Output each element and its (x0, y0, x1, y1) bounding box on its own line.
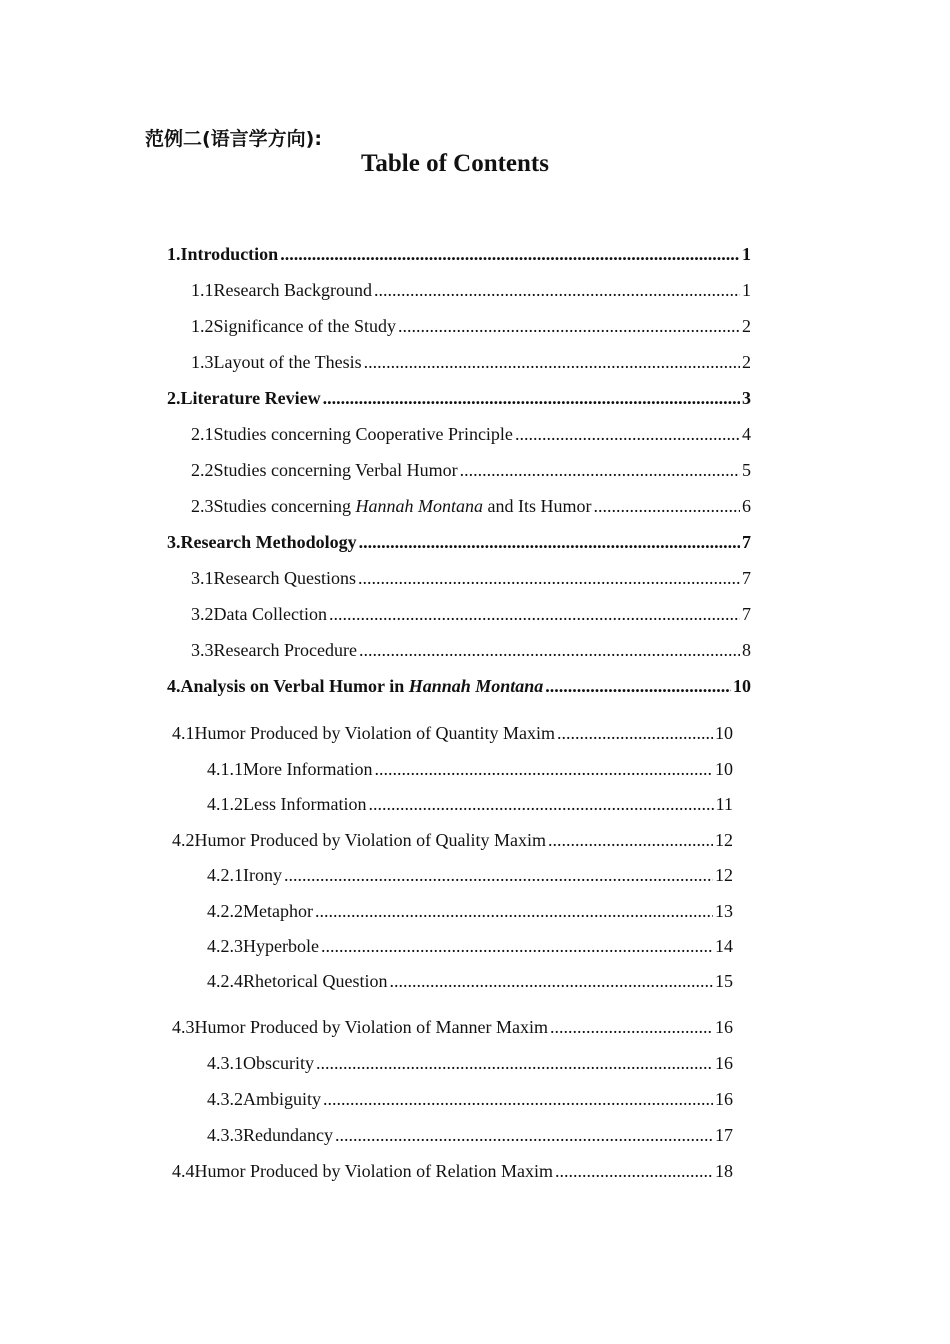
toc-entry[interactable] (172, 1013, 733, 1041)
toc-title: Layout of the Thesis (213, 352, 362, 372)
toc-page: 14 (715, 936, 733, 956)
toc-title: Metaphor (243, 901, 313, 921)
toc-title: Studies concerning Verbal Humor (213, 460, 458, 480)
toc-page: 2 (742, 316, 751, 336)
toc-entry[interactable] (191, 276, 751, 304)
toc-page: 4 (742, 424, 751, 444)
toc-entry[interactable] (172, 719, 733, 747)
toc-entry[interactable] (191, 600, 751, 628)
toc-page: 7 (742, 532, 751, 552)
toc-number: 3.1 (191, 568, 214, 588)
toc-page: 16 (715, 1053, 733, 1073)
toc-title: More Information (243, 759, 373, 779)
toc-number: 4.3.1 (207, 1053, 243, 1073)
toc-entry[interactable] (167, 672, 751, 700)
toc-title: Studies concerning Cooperative Principle (213, 424, 513, 444)
toc-leader (460, 456, 740, 484)
toc-number: 4.4 (172, 1161, 195, 1181)
toc-number: 4.3.2 (207, 1089, 243, 1109)
toc-number: 4.2.2 (207, 901, 243, 921)
toc-title: Less Information (243, 794, 367, 814)
toc-leader (335, 1121, 713, 1149)
toc-number: 1.1 (191, 280, 214, 300)
toc-entry[interactable] (207, 897, 733, 925)
toc-number: 4.1.1 (207, 759, 243, 779)
toc-entry[interactable] (207, 755, 733, 783)
toc-leader (368, 790, 713, 818)
toc-number: 3. (167, 532, 181, 552)
toc-title: Humor Produced by Violation of Manner Maxim (194, 1017, 549, 1037)
toc-title: Research Background (213, 280, 372, 300)
toc-title: Introduction (180, 244, 279, 264)
toc-page: 3 (742, 388, 751, 408)
toc-entry[interactable] (207, 790, 733, 818)
toc-leader (359, 636, 740, 664)
toc-number: 4.3 (172, 1017, 195, 1037)
toc-entry[interactable] (207, 932, 733, 960)
toc-leader (315, 897, 713, 925)
toc-number: 3.2 (191, 604, 214, 624)
toc-number: 4.1 (172, 723, 195, 743)
toc-entry[interactable] (172, 826, 733, 854)
toc-title-part: Analysis on Verbal Humor in (180, 676, 409, 696)
toc-title: Humor Produced by Violation of Quantity Maxim (194, 723, 556, 743)
toc-number: 3.3 (191, 640, 214, 660)
toc-leader (284, 861, 713, 889)
toc-leader (323, 1085, 713, 1113)
toc-page: 1 (742, 244, 751, 264)
toc-leader (358, 564, 740, 592)
toc-entry[interactable] (191, 348, 751, 376)
toc-title: Research Questions (213, 568, 356, 588)
toc-page: 18 (715, 1161, 733, 1181)
toc-leader (359, 528, 740, 556)
toc-title: Obscurity (243, 1053, 314, 1073)
toc-leader (548, 826, 713, 854)
toc-leader (515, 420, 740, 448)
toc-title: Significance of the Study (213, 316, 396, 336)
toc-entry[interactable] (167, 528, 751, 556)
toc-title: Data Collection (213, 604, 327, 624)
toc-entry[interactable] (172, 1157, 733, 1185)
toc-number: 1. (167, 244, 181, 264)
toc-title: Redundancy (243, 1125, 333, 1145)
toc-page: 12 (715, 830, 733, 850)
toc-leader (398, 312, 740, 340)
toc-number: 2.2 (191, 460, 214, 480)
toc-entry[interactable] (191, 456, 751, 484)
toc-page: 7 (742, 604, 751, 624)
toc-number: 4. (167, 676, 181, 696)
toc-page: 1 (742, 280, 751, 300)
toc-title: Hyperbole (243, 936, 319, 956)
toc-title-italic: Hannah Montana (355, 496, 483, 516)
toc-entry[interactable] (191, 312, 751, 340)
toc-title-part: Studies concerning (213, 496, 356, 516)
toc-number: 2.3 (191, 496, 214, 516)
toc-title: Research Methodology (180, 532, 357, 552)
toc-number: 4.2 (172, 830, 195, 850)
toc-number: 2.1 (191, 424, 214, 444)
example-label: 范例二(语言学方向): (145, 128, 322, 150)
toc-entry[interactable] (191, 420, 751, 448)
toc-page: 10 (715, 759, 733, 779)
toc-number: 1.2 (191, 316, 214, 336)
toc-page: 16 (715, 1017, 733, 1037)
toc-number: 4.2.4 (207, 971, 243, 991)
toc-leader (593, 492, 740, 520)
toc-title: Humor Produced by Violation of Quality Maxim (194, 830, 547, 850)
toc-title: Research Procedure (213, 640, 357, 660)
toc-title (181, 672, 544, 700)
toc-leader (329, 600, 740, 628)
toc-leader (545, 672, 731, 700)
toc-page: 7 (742, 568, 751, 588)
toc-title (214, 492, 592, 520)
toc-entry[interactable] (207, 1085, 733, 1113)
toc-number: 4.2.1 (207, 865, 243, 885)
toc-leader (364, 348, 740, 376)
page-title: Table of Contents (361, 150, 549, 177)
toc-leader (555, 1157, 713, 1185)
toc-title: Humor Produced by Violation of Relation Maxim (194, 1161, 554, 1181)
toc-leader (374, 276, 740, 304)
toc-page: 6 (742, 496, 751, 516)
toc-number: 4.1.2 (207, 794, 243, 814)
toc-page: 12 (715, 865, 733, 885)
toc-number: 1.3 (191, 352, 214, 372)
toc-title: Rhetorical Question (243, 971, 388, 991)
toc-entry[interactable] (207, 1121, 733, 1149)
toc-title: Irony (243, 865, 282, 885)
toc-leader (321, 932, 713, 960)
toc-leader (323, 384, 740, 412)
toc-entry[interactable] (191, 564, 751, 592)
toc-page: 5 (742, 460, 751, 480)
toc-entry[interactable] (207, 861, 733, 889)
toc-entry[interactable] (207, 1049, 733, 1077)
toc-leader (557, 719, 713, 747)
toc-page: 17 (715, 1125, 733, 1145)
toc-title: Ambiguity (243, 1089, 322, 1109)
toc-title-italic: Hannah Montana (408, 676, 544, 696)
toc-number: 4.2.3 (207, 936, 243, 956)
toc-entry[interactable] (167, 240, 751, 268)
toc-leader (389, 967, 713, 995)
toc-number: 4.3.3 (207, 1125, 243, 1145)
toc-title: Literature Review (180, 388, 321, 408)
toc-leader (550, 1013, 713, 1041)
toc-number: 2. (167, 388, 181, 408)
toc-page: 16 (715, 1089, 733, 1109)
toc-entry[interactable] (191, 636, 751, 664)
toc-title-part: and Its Humor (482, 496, 592, 516)
toc-page: 8 (742, 640, 751, 660)
toc-leader (316, 1049, 713, 1077)
toc-leader (280, 240, 740, 268)
toc-page: 2 (742, 352, 751, 372)
toc-page: 11 (715, 794, 733, 814)
toc-page: 10 (733, 676, 751, 696)
toc-entry[interactable] (191, 492, 751, 520)
toc-entry[interactable] (167, 384, 751, 412)
toc-entry[interactable] (207, 967, 733, 995)
toc-page: 13 (715, 901, 733, 921)
toc-page: 10 (715, 723, 733, 743)
toc-page: 15 (715, 971, 733, 991)
toc-leader (374, 755, 713, 783)
